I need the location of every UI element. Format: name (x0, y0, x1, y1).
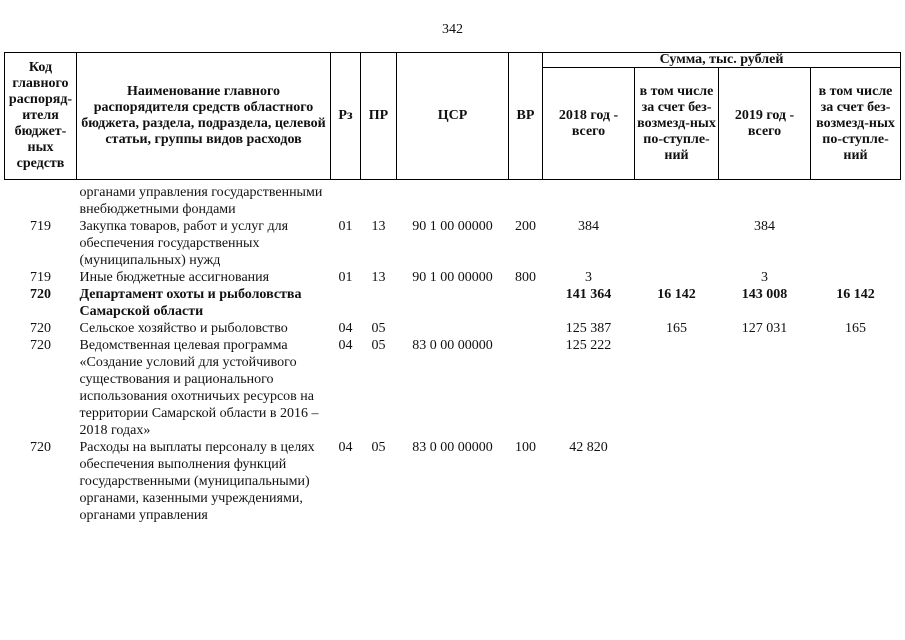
row-2019-total: 127 031 (741, 321, 788, 336)
row-2019-grants: 165 (845, 321, 867, 336)
row-csr (397, 286, 509, 320)
row-2018-grants (635, 218, 719, 269)
row-2019-grants (811, 337, 901, 439)
row-pr: 05 (371, 321, 386, 336)
header-pr: ПР (361, 53, 397, 180)
table-header (5, 53, 901, 180)
row-2018-total: 125 222 (565, 338, 612, 353)
header-csr: ЦСР (397, 53, 509, 180)
row-2018-grants (635, 439, 719, 524)
row-2019-total (719, 180, 811, 219)
row-rz: 04 (338, 440, 353, 455)
row-vr (509, 337, 543, 439)
row-2019-total (719, 439, 811, 524)
header-sum: Сумма, тыс. рублей (543, 53, 901, 68)
header-rz: Рз (331, 53, 361, 180)
row-code: 719 (30, 219, 51, 234)
row-2018-total: 141 364 (565, 287, 612, 302)
row-csr (397, 320, 509, 337)
row-vr (509, 180, 543, 219)
row-code: 720 (30, 440, 51, 455)
row-pr: 05 (371, 338, 386, 353)
row-2018-total: 125 387 (565, 321, 612, 336)
row-code: 720 (30, 321, 51, 336)
row-2018-total: 42 820 (569, 440, 608, 455)
row-code: 720 (30, 338, 51, 353)
row-2019-grants (811, 439, 901, 524)
table-row (5, 218, 901, 269)
row-rz: 04 (338, 338, 353, 353)
budget-table (4, 52, 901, 524)
row-name: органами управления государственными внебюджетными фондами (79, 185, 323, 217)
row-vr: 200 (515, 219, 536, 234)
table-row (5, 286, 901, 320)
row-vr: 100 (515, 440, 536, 455)
row-2019-grants (811, 180, 901, 219)
row-name: Закупка товаров, работ и услуг для обеспечения государственных (муниципальных) нужд (79, 219, 289, 268)
row-2018-grants (635, 337, 719, 439)
row-pr: 05 (371, 440, 386, 455)
row-code: 720 (30, 287, 51, 302)
row-name: Сельское хозяйство и рыболовство (79, 321, 288, 336)
header-vr: ВР (509, 53, 543, 180)
row-2019-total: 143 008 (741, 287, 788, 302)
page-number: 342 (442, 22, 463, 37)
row-rz (331, 180, 361, 219)
header-2019-grants: в том числе за счет без-возмезд-ных по-ступле-ний (811, 68, 901, 180)
header-2019-total: 2019 год - всего (719, 68, 811, 180)
row-2018-grants (635, 269, 719, 286)
table-row (5, 337, 901, 439)
row-name: Ведомственная целевая программа «Создание условий для устойчивого существования и рационального использования охотничьих ресурсов на территории Самарской области в 2016 – 2018 годах» (79, 338, 319, 438)
header-2018-grants: в том числе за счет без-возмезд-ных по-ступле-ний (635, 68, 719, 180)
row-2019-grants (811, 269, 901, 286)
row-2019-total (719, 337, 811, 439)
row-2018-grants: 16 142 (657, 287, 696, 302)
header-name: Наименование главного распорядителя средств областного бюджета, раздела, подраздела, целевой статьи, группы видов расходов (77, 53, 331, 180)
row-csr: 83 0 00 00000 (412, 440, 493, 455)
table-body (5, 180, 901, 525)
header-2018-total: 2018 год - всего (543, 68, 635, 180)
row-2018-grants (635, 180, 719, 219)
table-row (5, 269, 901, 286)
row-2019-total: 3 (761, 270, 768, 285)
row-csr (397, 180, 509, 219)
row-2019-total: 384 (754, 219, 775, 234)
row-pr (361, 286, 397, 320)
row-vr: 800 (515, 270, 536, 285)
row-2018-total: 3 (585, 270, 592, 285)
row-pr: 13 (371, 270, 386, 285)
header-code: Код главного распоряд-ителя бюджет-ных средств (5, 53, 77, 180)
row-csr: 90 1 00 00000 (412, 270, 493, 285)
row-2018-total (543, 180, 635, 219)
row-rz: 04 (338, 321, 353, 336)
row-2019-grants (811, 218, 901, 269)
table-row (5, 180, 901, 219)
row-vr (509, 286, 543, 320)
row-pr: 13 (371, 219, 386, 234)
row-pr (361, 180, 397, 219)
row-code: 719 (30, 270, 51, 285)
table-row (5, 320, 901, 337)
row-vr (509, 320, 543, 337)
row-name: Расходы на выплаты персоналу в целях обеспечения выполнения функций государственными (муниципальными) органами, казенными учреждениями, органами управления (79, 440, 315, 523)
row-csr: 83 0 00 00000 (412, 338, 493, 353)
row-name: Иные бюджетные ассигнования (79, 270, 270, 285)
row-rz: 01 (338, 270, 353, 285)
row-name: Департамент охоты и рыболовства Самарской области (79, 287, 302, 319)
row-code (5, 180, 77, 219)
table-row (5, 439, 901, 524)
row-rz: 01 (338, 219, 353, 234)
row-2018-grants: 165 (666, 321, 687, 336)
row-2018-total: 384 (578, 219, 599, 234)
row-csr: 90 1 00 00000 (412, 219, 493, 234)
row-2019-grants: 16 142 (836, 287, 875, 302)
row-rz (331, 286, 361, 320)
